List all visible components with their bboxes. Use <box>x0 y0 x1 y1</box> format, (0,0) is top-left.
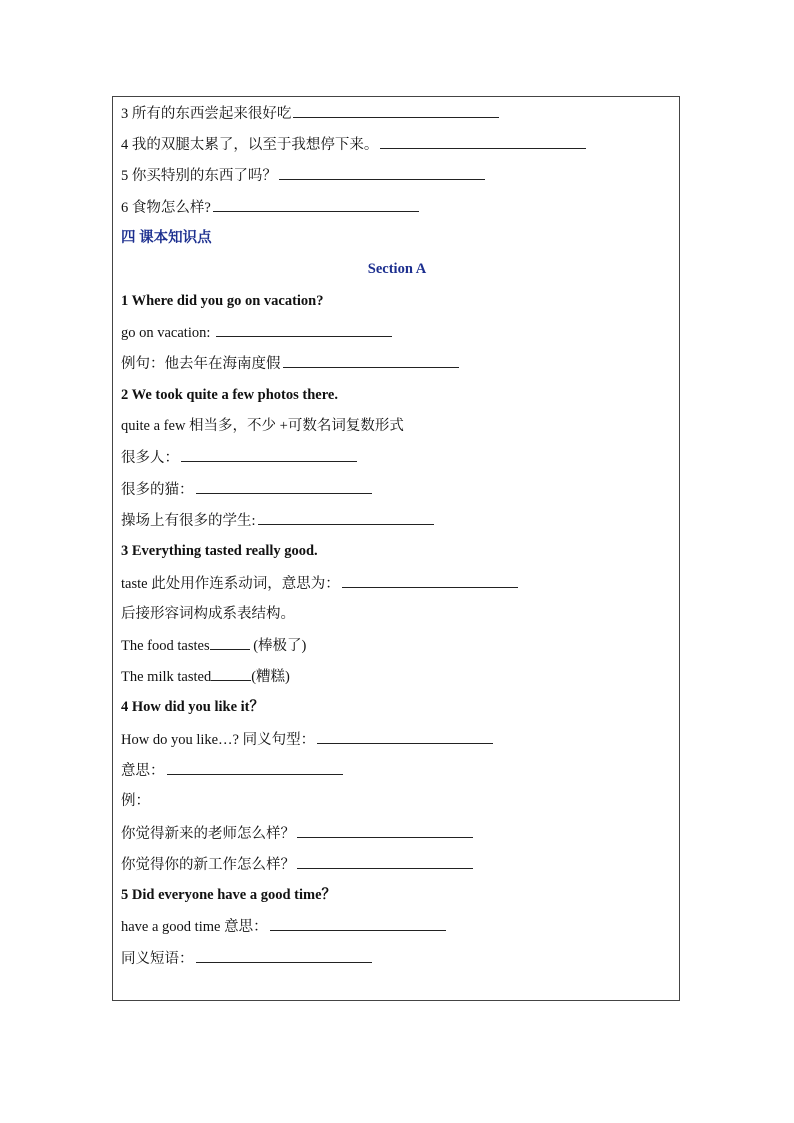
point-2-ex-1 <box>121 447 357 468</box>
prompt-text: 你觉得新来的老师怎么样？ <box>121 826 295 842</box>
answer-blank[interactable] <box>317 729 493 744</box>
section-a-title: Section A <box>367 261 427 277</box>
point-2-note: quite a few 相当多，不少 +可数名词复数形式 <box>121 418 404 434</box>
point-3-title: 3 Everything tasted really good. <box>121 543 318 559</box>
point-4-synonym <box>121 729 493 750</box>
prompt-text: 3 所有的东西尝起来很好吃 <box>121 106 292 122</box>
prompt-text: 很多的猫： <box>121 482 194 498</box>
hint-text: (棒极了) <box>249 638 307 654</box>
point-2-title: 2 We took quite a few photos there. <box>121 387 338 403</box>
worksheet-frame <box>112 96 680 1001</box>
point-4-ex-2 <box>121 854 473 875</box>
answer-blank[interactable] <box>293 103 499 118</box>
answer-blank[interactable] <box>270 916 446 931</box>
answer-blank[interactable] <box>279 165 485 180</box>
answer-blank[interactable] <box>216 322 392 337</box>
prompt-text: have a good time 意思： <box>121 919 268 935</box>
prompt-text: 5 你买特别的东西了吗？ <box>121 168 277 184</box>
answer-blank[interactable] <box>196 479 372 494</box>
point-5-synonym <box>121 948 372 969</box>
answer-blank[interactable] <box>211 666 251 681</box>
point-1-title: 1 Where did you go on vacation? <box>121 293 324 309</box>
point-5-meaning <box>121 916 446 937</box>
prompt-text: 4 我的双腿太累了，以至于我想停下来。 <box>121 137 379 153</box>
answer-blank[interactable] <box>283 353 459 368</box>
answer-blank[interactable] <box>196 948 372 963</box>
hint-text: (糟糕) <box>251 669 290 685</box>
point-4-ex-1 <box>121 823 473 844</box>
answer-blank[interactable] <box>258 510 434 525</box>
prompt-text: 同义短语： <box>121 951 194 967</box>
answer-blank[interactable] <box>213 197 419 212</box>
prompt-text: 意思： <box>121 763 165 779</box>
prompt-text: 很多人： <box>121 450 179 466</box>
point-2-ex-2 <box>121 479 372 500</box>
point-3-ex-2 <box>121 666 290 687</box>
prompt-text: 6 食物怎么样? <box>121 200 211 216</box>
point-4-meaning <box>121 760 343 781</box>
point-3-ex-1 <box>121 635 306 656</box>
answer-blank[interactable] <box>297 823 473 838</box>
prompt-text: The food tastes <box>121 638 210 654</box>
point-3-note <box>121 573 518 594</box>
prompt-text: How do you like…? 同义句型： <box>121 732 316 748</box>
prompt-text: taste 此处用作连系动词，意思为： <box>121 576 340 592</box>
point-3-note-2: 后接形容词构成系表结构。 <box>121 606 295 622</box>
translation-item-4 <box>121 134 586 155</box>
prompt-text: The milk tasted <box>121 669 212 685</box>
translation-item-6 <box>121 197 419 218</box>
answer-blank[interactable] <box>167 760 343 775</box>
answer-blank[interactable] <box>181 447 357 462</box>
point-4-example-label: 例： <box>121 793 150 809</box>
point-5-title: 5 Did everyone have a good time？ <box>121 887 337 903</box>
answer-blank[interactable] <box>210 635 250 650</box>
point-1-example <box>121 353 459 374</box>
translation-item-5 <box>121 165 485 186</box>
section-heading: 四 课本知识点 <box>121 230 212 246</box>
answer-blank[interactable] <box>297 854 473 869</box>
answer-blank[interactable] <box>380 134 586 149</box>
prompt-text: 你觉得你的新工作怎么样？ <box>121 857 295 873</box>
prompt-text: 操场上有很多的学生: <box>121 513 256 529</box>
prompt-text: 例句：他去年在海南度假 <box>121 356 281 372</box>
point-1-phrase <box>121 322 392 343</box>
answer-blank[interactable] <box>342 573 518 588</box>
translation-item-3 <box>121 103 499 124</box>
point-2-ex-3 <box>121 510 434 531</box>
prompt-text: go on vacation: <box>121 325 211 341</box>
point-4-title: 4 How did you like it？ <box>121 699 265 715</box>
